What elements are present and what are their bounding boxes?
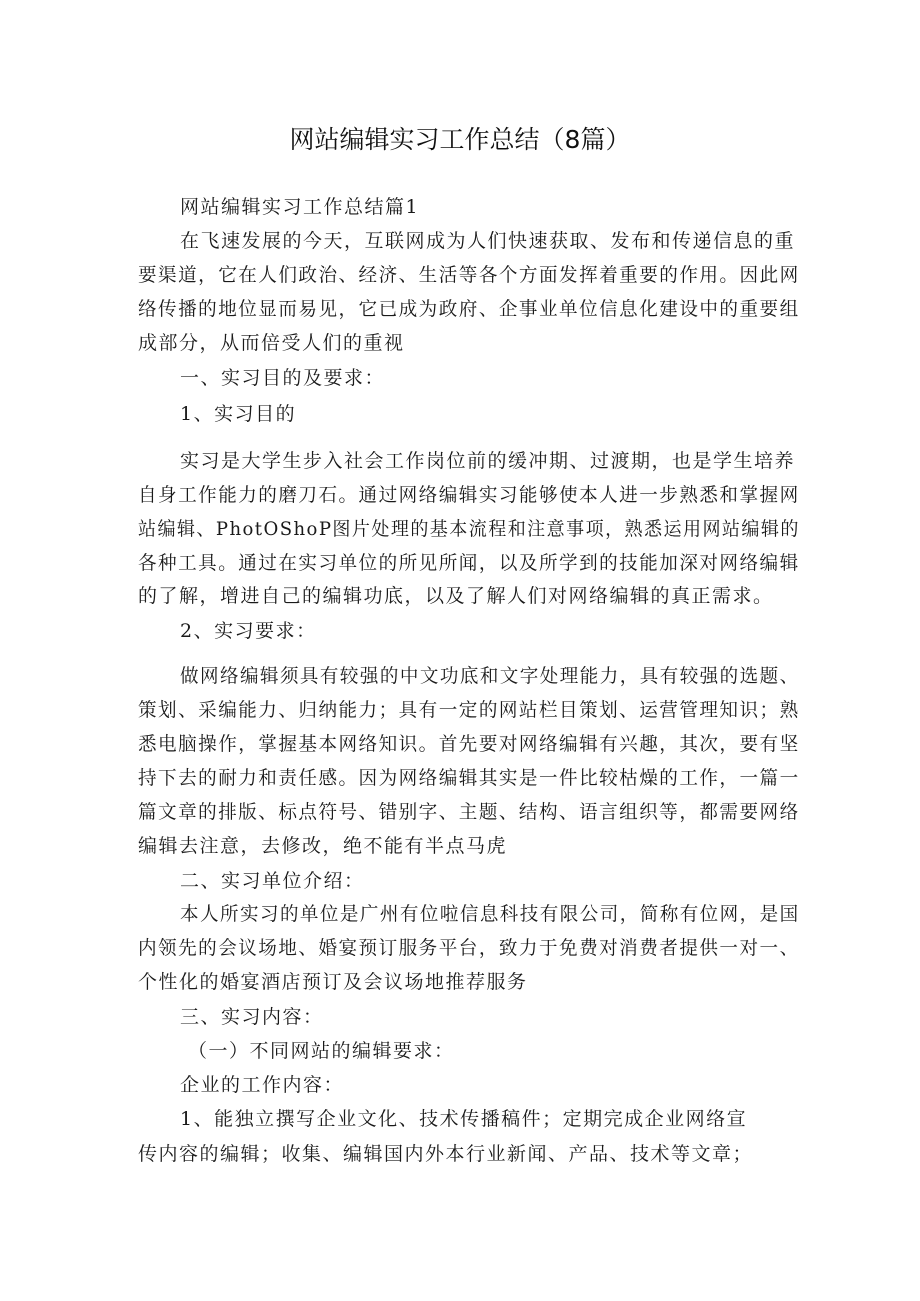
paragraph-line: 络传播的地位显而易见，它已成为政府、企事业单位信息化建设中的重要组 <box>138 298 800 320</box>
paragraph-line: 自身工作能力的磨刀石。通过网络编辑实习能够使本人进一步熟悉和掌握网 <box>138 484 800 506</box>
paragraph-line: 的了解，增进自己的编辑功底，以及了解人们对网络编辑的真正需求。 <box>138 585 774 607</box>
paragraph-line: 1、能独立撰写企业文化、技术传播稿件；定期完成企业网络宣 <box>180 1108 748 1130</box>
paragraph-line: 传内容的编辑；收集、编辑国内外本行业新闻、产品、技术等文章； <box>138 1143 754 1165</box>
subsection-heading: （一）不同网站的编辑要求： <box>188 1040 455 1062</box>
paragraph-line: 各种工具。通过在实习单位的所见所闻，以及所学到的技能加深对网络编辑 <box>138 552 800 574</box>
subsection-heading: 2、实习要求： <box>180 620 317 642</box>
paragraph-line: 篇文章的排版、标点符号、错别字、主题、结构、语言组织等，都需要网络 <box>138 801 800 823</box>
paragraph-line: 在飞速发展的今天，互联网成为人们快速获取、发布和传递信息的重 <box>180 230 796 252</box>
paragraph-line: 实习是大学生步入社会工作岗位前的缓冲期、过渡期，也是学生培养 <box>180 450 796 472</box>
section-heading: 三、实习内容： <box>180 1006 324 1028</box>
subsection-heading: 1、实习目的 <box>180 403 297 425</box>
paragraph-line: 内领先的会议场地、婚宴预订服务平台，致力于免费对消费者提供一对一、 <box>138 937 800 959</box>
document-title: 网站编辑实习工作总结（8篇） <box>289 125 631 154</box>
paragraph-line: 成部分，从而倍受人们的重视 <box>138 332 405 354</box>
paragraph-line: 持下去的耐力和责任感。因为网络编辑其实是一件比较枯燥的工作，一篇一 <box>138 767 800 789</box>
paragraph-line: 悉电脑操作，掌握基本网络知识。首先要对网络编辑有兴趣，其次，要有坚 <box>138 733 800 755</box>
paragraph-line: 策划、采编能力、归纳能力；具有一定的网站栏目策划、运营管理知识；熟 <box>138 699 800 721</box>
paragraph-line: 站编辑、PhotOShoP图片处理的基本流程和注意事项，熟悉运用网站编辑的 <box>138 518 800 540</box>
paragraph-line: 企业的工作内容： <box>180 1074 345 1096</box>
section-heading: 一、实习目的及要求： <box>180 367 386 389</box>
paragraph-line: 做网络编辑须具有较强的中文功底和文字处理能力，具有较强的选题、 <box>180 665 800 687</box>
paragraph-line: 要渠道，它在人们政治、经济、生活等各个方面发挥着重要的作用。因此网 <box>138 264 800 286</box>
paragraph-line: 本人所实习的单位是广州有位啦信息科技有限公司，简称有位网，是国 <box>180 903 800 925</box>
paragraph-line: 编辑去注意，去修改，绝不能有半点马虎 <box>138 835 508 857</box>
section-heading: 网站编辑实习工作总结篇1 <box>180 196 420 218</box>
paragraph-line: 个性化的婚宴酒店预订及会议场地推荐服务 <box>138 971 528 993</box>
section-heading: 二、实习单位介绍： <box>180 870 365 892</box>
